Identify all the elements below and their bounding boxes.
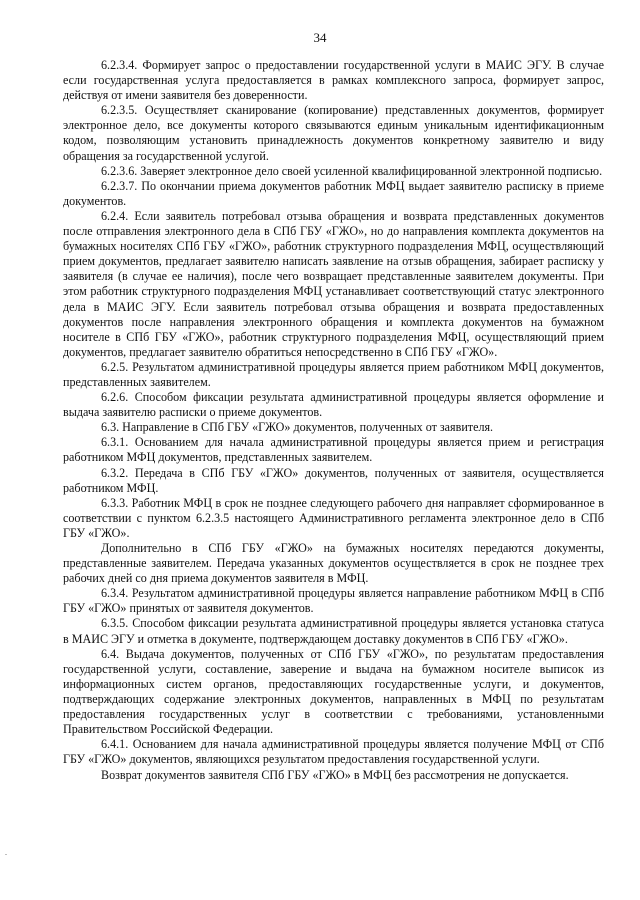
paragraph-6-2-5: 6.2.5. Результатом административной процедуры является прием работником МФЦ документов, представленных заявителем.: [63, 359, 604, 389]
paragraph-additional-transfer: Дополнительно в СПб ГБУ «ГЖО» на бумажных носителях передаются документы, представленные заявителем. Передача указанных документов осуществляется в срок не позднее трех рабочих дней со дня приема документов заявителя в МФЦ.: [63, 541, 604, 586]
page-number: 34: [313, 30, 327, 45]
paragraph-6-2-3-6: 6.2.3.6. Заверяет электронное дело своей усиленной квалифицированной электронной подписью.: [101, 163, 603, 178]
paragraph-6-2-3-4: 6.2.3.4. Формирует запрос о предоставлении государственной услуги в МАИС ЭГУ. В случае если государственная услуга предоставляется в рамках комплексного запроса, формирует запрос, действуя от имени заявителя без доверенности.: [63, 58, 604, 103]
paragraph-6-3-2: 6.3.2. Передача в СПб ГБУ «ГЖО» документов, полученных от заявителя, осуществляется работником МФЦ.: [63, 465, 604, 495]
paragraph-6-4: 6.4. Выдача документов, полученных от СПб ГБУ «ГЖО», по результатам предоставления государственной услуги, составление, заверение и выдача на бумажном носителе выписок из информационных систем органов, предоставляющих государственные услуги, и документов, подтверждающих содержание электронных документов, направленных в МФЦ по результатам предоставления государственных услуг в соответствии с требованиями, установленными Правительством Российской Федерации.: [63, 646, 604, 737]
paragraph-6-3-5: 6.3.5. Способом фиксации результата административной процедуры является установка статуса в МАИС ЭГУ и отметка в документе, подтверждающем доставку документов в СПб ГБУ «ГЖО».: [63, 616, 604, 646]
paragraph-6-2-4: 6.2.4. Если заявитель потребовал отзыва обращения и возврата представленных документов после отправления электронного дела в СПб ГБУ «ГЖО», но до направления комплекта документов на бумажных носителях СПб ГБУ «ГЖО», работник структурного подразделения МФЦ, осуществляющий прием документов, предлагает заявителю написать заявление на отзыв обращения, забирает расписку у заявителя (в случае ее наличия), после чего возвращает представленные заявителем документы. При этом работник структурного подразделения МФЦ устанавливает соответствующий статус электронного дела в МАИС ЭГУ. Если заявитель потребовал отзыва обращения и возврата предоставленных документов после направления электронного обращения и комплекта документов на бумажном носителе в СПб ГБУ «ГЖО», работник структурного подразделения МФЦ, осуществляющий прием документов, предлагает заявителю обратиться непосредственно в СПб ГБУ «ГЖО».: [63, 208, 604, 359]
paragraph-6-2-3-5: 6.2.3.5. Осуществляет сканирование (копирование) представленных документов, формирует электронное дело, все документы которого связываются единым уникальным идентификационным кодом, позволяющим установить принадлежность документов конкретному заявителю и виду обращения за государственной услугой.: [63, 103, 604, 163]
paragraph-6-3-1: 6.3.1. Основанием для начала административной процедуры является прием и регистрация работником МФЦ документов, представленных заявителем.: [63, 435, 604, 465]
paragraph-6-2-3-7: 6.2.3.7. По окончании приема документов работник МФЦ выдает заявителю расписку в приеме документов.: [63, 178, 604, 208]
scan-margin-mark: .: [5, 848, 7, 857]
paragraph-6-3: 6.3. Направление в СПб ГБУ «ГЖО» документов, полученных от заявителя.: [101, 420, 494, 435]
paragraph-6-3-4: 6.3.4. Результатом административной процедуры является направление работником МФЦ в СПб ГБУ «ГЖО» принятых от заявителя документов.: [63, 586, 604, 616]
paragraph-return-not-allowed: Возврат документов заявителя СПб ГБУ «ГЖО» в МФЦ без рассмотрения не допускается.: [101, 768, 569, 783]
document-body: [63, 58, 604, 784]
paragraph-6-3-3: 6.3.3. Работник МФЦ в срок не позднее следующего рабочего дня направляет сформированное в соответствии с пунктом 6.2.3.5 настоящего Административного регламента электронное дело в СПб ГБУ «ГЖО».: [63, 495, 604, 540]
paragraph-6-2-6: 6.2.6. Способом фиксации результата административной процедуры является оформление и выдача заявителю расписки о приеме документов.: [63, 390, 604, 420]
paragraph-6-4-1: 6.4.1. Основанием для начала административной процедуры является получение МФЦ от СПб ГБУ «ГЖО» документов, являющихся результатом предоставления государственной услуги.: [63, 737, 604, 767]
